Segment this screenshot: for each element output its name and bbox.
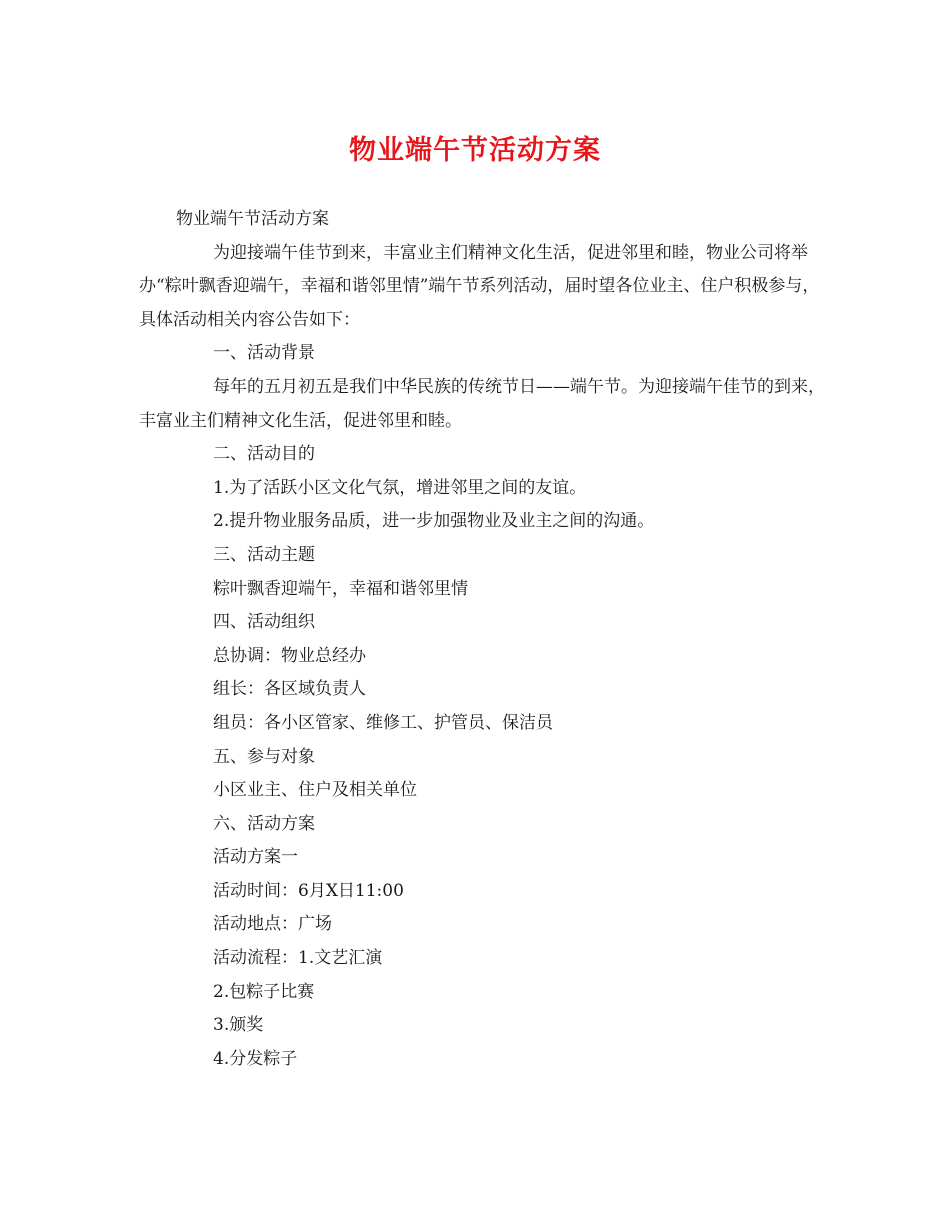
purpose-item-1: 1.为了活跃小区文化气氛，增进邻里之间的友谊。 [213,477,587,498]
section-heading-participants: 五、参与对象 [213,746,315,767]
org-members: 组员：各小区管家、维修工、护管员、保洁员 [213,712,553,733]
section-heading-background: 一、活动背景 [213,343,315,364]
plan-time: 活动时间：6月X日11:00 [213,880,404,901]
plan-flow-3: 3.颁奖 [213,1015,264,1036]
section-heading-theme: 三、活动主题 [213,544,315,565]
purpose-item-2: 2.提升物业服务品质，进一步加强物业及业主之间的沟通。 [213,511,655,532]
background-paragraph: 每年的五月初五是我们中华民族的传统节日——端午节。为迎接端午佳节的到来，丰富业主们精神文化生活，促进邻里和睦。 [139,376,825,431]
section-heading-organization: 四、活动组织 [213,612,315,633]
participants-text: 小区业主、住户及相关单位 [213,780,417,801]
subtitle: 物业端午节活动方案 [176,209,329,229]
section-heading-purpose: 二、活动目的 [213,444,315,465]
intro-paragraph: 为迎接端午佳节到来，丰富业主们精神文化生活，促进邻里和睦，物业公司将举办“粽叶飘香迎端午，幸福和谐邻里情”端午节系列活动，届时望各位业主、住户积极参与，具体活动相关内容公告如下： [139,242,820,330]
org-leader: 组长：各区域负责人 [213,679,366,700]
plan-place: 活动地点：广场 [213,914,332,935]
document-body [139,203,829,1076]
plan-one-label: 活动方案一 [213,847,298,868]
plan-flow-4: 4.分发粽子 [213,1048,298,1069]
plan-flow-1: 活动流程：1.文艺汇演 [213,948,383,969]
document-title: 物业端午节活动方案 [349,135,601,166]
theme-text: 粽叶飘香迎端午，幸福和谐邻里情 [213,578,468,599]
section-heading-plan: 六、活动方案 [213,813,315,834]
org-coordinator: 总协调：物业总经办 [213,645,366,666]
plan-flow-2: 2.包粽子比赛 [213,981,315,1002]
